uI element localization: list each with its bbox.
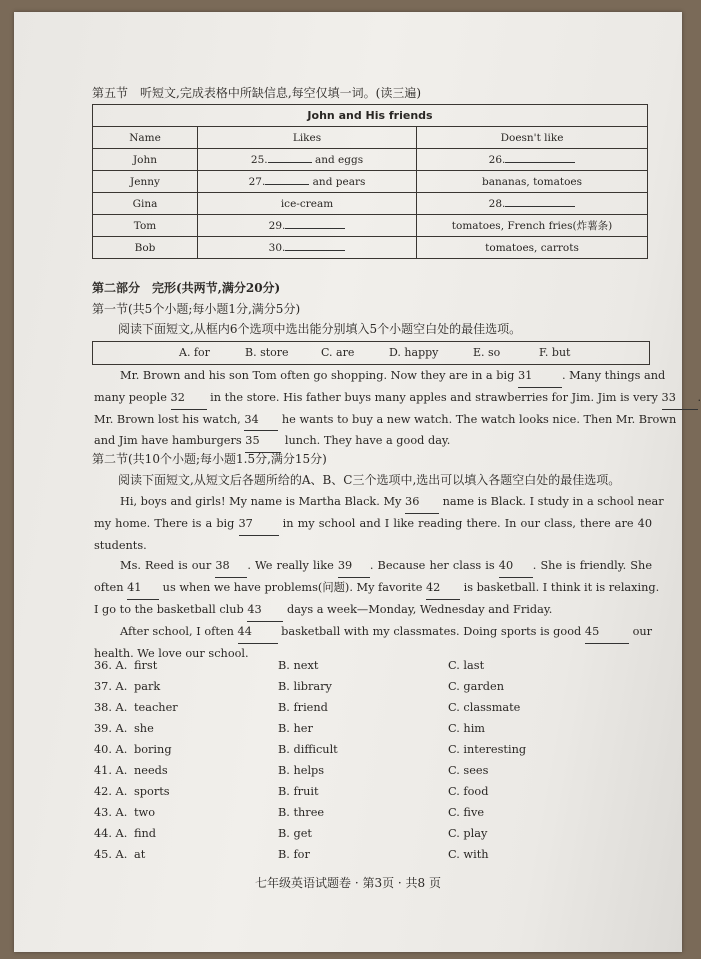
blank-41[interactable]: 41 [127, 578, 159, 600]
choice-row [94, 701, 654, 721]
passage-text: often [94, 581, 124, 595]
blank-43[interactable]: 43 [247, 600, 283, 622]
choice-c[interactable]: C. garden [448, 680, 504, 693]
exam-page [14, 12, 701, 952]
s2-heading: 第二节(共10个小题;每小题1.5分,满分15分) [92, 452, 327, 466]
choice-a[interactable]: needs [134, 764, 168, 777]
choice-number: 42. A. [94, 785, 128, 798]
blank-number: 29. [268, 219, 286, 232]
blank-number: 25. [250, 153, 268, 166]
table-row [93, 171, 648, 193]
passage-text: he wants to buy a new watch. The watch looks nice. Then Mr. Brown [281, 412, 677, 426]
choice-c[interactable]: C. classmate [448, 701, 521, 714]
passage-text: After school, I often [120, 624, 234, 638]
row-name: Gina [93, 193, 198, 215]
choice-b[interactable]: B. next [278, 659, 319, 672]
table-title: John and His friends [93, 105, 648, 127]
choice-c[interactable]: C. food [448, 785, 489, 798]
blank-42[interactable]: 42 [426, 578, 460, 600]
choice-a[interactable]: find [134, 827, 157, 840]
passage-text: my home. There is a big [94, 516, 235, 530]
row-name: Jenny [93, 171, 198, 193]
blank-40[interactable]: 40 [499, 556, 533, 578]
passage-text: Hi, boys and girls! My name is Martha Black. My [120, 495, 402, 508]
choice-b[interactable]: B. library [278, 680, 332, 693]
row-likes [198, 171, 417, 193]
passage-text: . Because her class is [369, 559, 495, 573]
blank-36[interactable]: 36 [405, 492, 439, 514]
choice-b[interactable]: B. for [278, 848, 310, 861]
page-footer: 七年级英语试题卷 · 第3页 · 共8 页 [255, 876, 441, 890]
choice-number: 37. A. [94, 680, 128, 693]
answer-blank[interactable] [505, 206, 575, 207]
choice-number: 45. A. [94, 848, 128, 861]
choice-c[interactable]: C. play [448, 827, 488, 840]
choice-row [94, 659, 654, 679]
col-header-dislike: Doesn't like [417, 127, 648, 149]
table-row [93, 215, 648, 237]
choice-c[interactable]: C. last [448, 659, 485, 672]
blank-number: 28. [488, 197, 506, 210]
choice-a[interactable]: park [134, 680, 161, 693]
s1-heading: 第一节(共5个小题;每小题1分,满分5分) [92, 302, 301, 316]
choice-b[interactable]: B. three [278, 806, 325, 819]
choice-row [94, 806, 654, 826]
row-likes [198, 149, 417, 171]
blank-32[interactable]: 32 [171, 388, 207, 410]
passage-text: basketball with my classmates. Doing sports is good [281, 624, 582, 638]
option-f: F. but [539, 346, 571, 359]
passage-text: . We really like [247, 559, 334, 573]
choice-b[interactable]: B. her [278, 722, 313, 735]
option-a: A. for [179, 346, 210, 359]
passage-text: in my school and I like reading there. In our class, there are 40 [282, 516, 653, 530]
choice-number: 39. A. [94, 722, 128, 735]
passage-text: health. We love our school. [94, 646, 249, 660]
blank-45[interactable]: 45 [585, 622, 629, 644]
choice-c[interactable]: C. sees [448, 764, 489, 777]
choice-row [94, 722, 654, 742]
table-row [93, 193, 648, 215]
choice-a[interactable]: first [134, 659, 158, 672]
passage-text: Ms. Reed is our [120, 559, 212, 573]
choice-a[interactable]: sports [134, 785, 170, 798]
row-dislike: tomatoes, French fries(炸薯条) [417, 215, 648, 237]
passage-text: us when we have problems(问题). My favorite [162, 581, 423, 595]
row-name: John [93, 149, 198, 171]
choice-a[interactable]: at [134, 848, 146, 861]
passage-text: is basketball. I think it is relaxing. [463, 581, 660, 595]
row-dislike: bananas, tomatoes [417, 171, 648, 193]
passage-text: . Many things and [561, 369, 666, 382]
blank-33[interactable]: 33 [662, 388, 698, 410]
row-likes: ice-cream [198, 193, 417, 215]
choice-b[interactable]: B. difficult [278, 743, 338, 756]
blank-34[interactable]: 34 [244, 410, 278, 432]
blank-37[interactable]: 37 [239, 514, 279, 536]
choice-c[interactable]: C. interesting [448, 743, 527, 756]
passage-text: . [697, 390, 701, 404]
answer-blank[interactable] [265, 184, 309, 185]
choice-b[interactable]: B. fruit [278, 785, 319, 798]
row-name: Tom [93, 215, 198, 237]
choice-row [94, 743, 654, 763]
choice-number: 38. A. [94, 701, 128, 714]
passage-text: our [632, 624, 653, 638]
passage-text: lunch. They have a good day. [284, 434, 451, 448]
row-name: Bob [93, 237, 198, 259]
blank-44[interactable]: 44 [238, 622, 278, 644]
answer-blank[interactable] [285, 250, 345, 251]
blank-38[interactable]: 38 [215, 556, 247, 578]
answer-blank[interactable] [505, 162, 575, 163]
choice-c[interactable]: C. with [448, 848, 489, 861]
blank-number: 27. [248, 175, 266, 188]
blank-31[interactable]: 31 [518, 366, 562, 388]
choice-number: 44. A. [94, 827, 128, 840]
col-header-name: Name [93, 127, 198, 149]
choice-b[interactable]: B. get [278, 827, 312, 840]
options-box [92, 341, 650, 365]
row-dislike: tomatoes, carrots [417, 237, 648, 259]
row-dislike [417, 149, 648, 171]
blank-number: 26. [488, 153, 506, 166]
option-b: B. store [245, 346, 289, 359]
passage-text: name is Black. I study in a school near [442, 495, 664, 508]
choice-b[interactable]: B. helps [278, 764, 325, 777]
choice-row [94, 827, 654, 847]
option-d: D. happy [389, 346, 439, 359]
info-table [92, 104, 648, 259]
choice-c[interactable]: C. five [448, 806, 485, 819]
table-row [93, 149, 648, 171]
choice-row [94, 680, 654, 700]
passage-text: . She is friendly. She [532, 559, 652, 573]
choice-row [94, 848, 654, 868]
part2-heading: 第二部分 完形(共两节,满分20分) [92, 281, 281, 295]
s2-instructions: 阅读下面短文,从短文后各题所给的A、B、C三个选项中,选出可以填入各题空白处的最佳选项。 [118, 473, 621, 487]
choice-c[interactable]: C. him [448, 722, 486, 735]
row-likes [198, 237, 417, 259]
row-likes [198, 215, 417, 237]
s1-instructions: 阅读下面短文,从框内6个选项中选出能分别填入5个小题空白处的最佳选项。 [118, 322, 522, 336]
choice-a[interactable]: teacher [134, 701, 178, 714]
cloze-passage-1 [94, 366, 701, 453]
row-likes-text: and pears [312, 175, 366, 188]
blank-number: 30. [268, 241, 286, 254]
option-e: E. so [473, 346, 501, 359]
choice-a[interactable]: boring [134, 743, 172, 756]
choice-number: 36. A. [94, 659, 128, 672]
passage-text: Mr. Brown lost his watch, [94, 412, 241, 426]
choice-number: 43. A. [94, 806, 128, 819]
passage-text: in the store. His father buys many apples and strawberries for Jim. Jim is very [210, 390, 658, 404]
row-likes-text: and eggs [314, 153, 364, 166]
choice-a[interactable]: two [134, 806, 156, 819]
cloze-passage-2 [94, 492, 664, 664]
answer-blank[interactable] [268, 162, 312, 163]
section5-heading: 第五节 听短文,完成表格中所缺信息,每空仅填一词。(读三遍) [92, 86, 421, 100]
row-dislike [417, 193, 648, 215]
passage-text: days a week—Monday, Wednesday and Friday. [286, 602, 553, 616]
choice-row [94, 785, 654, 805]
blank-35[interactable]: 35 [245, 431, 281, 453]
passage-text: and Jim have hamburgers [94, 434, 242, 448]
choice-b[interactable]: B. friend [278, 701, 328, 714]
choice-number: 40. A. [94, 743, 128, 756]
passage-text: Mr. Brown and his son Tom often go shopping. Now they are in a big [120, 369, 515, 382]
choice-row [94, 764, 654, 784]
passage-text: students. [94, 538, 147, 552]
passage-text: I go to the basketball club [94, 602, 244, 616]
option-c: C. are [321, 346, 355, 359]
answer-blank[interactable] [285, 228, 345, 229]
table-row [93, 237, 648, 259]
passage-text: many people [94, 390, 167, 404]
blank-39[interactable]: 39 [338, 556, 370, 578]
col-header-likes: Likes [198, 127, 417, 149]
choice-number: 41. A. [94, 764, 128, 777]
choice-a[interactable]: she [134, 722, 154, 735]
